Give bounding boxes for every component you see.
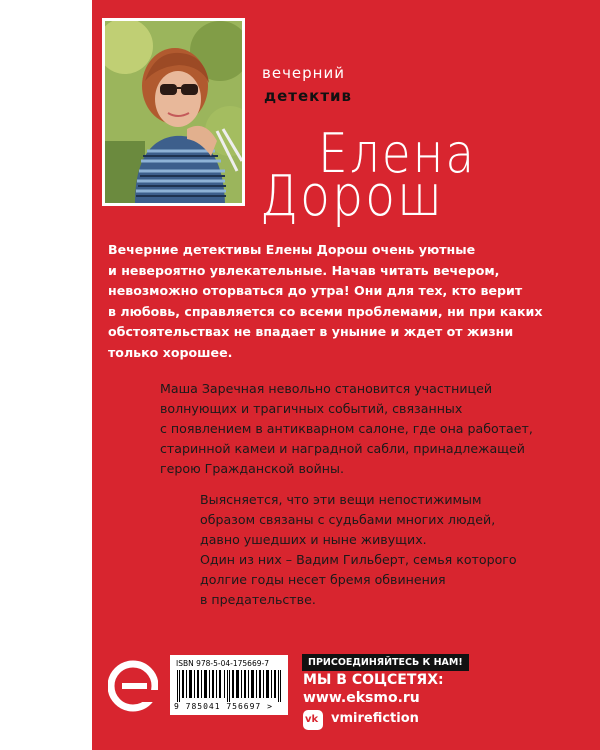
series-title-line2: детектив <box>264 87 353 105</box>
series-title-line1: вечерний <box>262 64 345 82</box>
intro-text <box>108 240 548 363</box>
synopsis-line: Один из них – Вадим Гильберт, семья которого <box>200 552 517 567</box>
synopsis-line: Выясняется, что эти вещи непостижимым <box>200 492 482 507</box>
synopsis-line: герою Гражданской войны. <box>160 461 344 476</box>
synopsis-line: Маша Заречная невольно становится участницей <box>160 381 493 396</box>
intro-line: только хорошее. <box>108 344 233 360</box>
intro-line: в любовь, справляется со всеми проблемами, ни при каких <box>108 303 543 319</box>
vk-link[interactable]: vmirefiction <box>331 711 419 726</box>
synopsis-line: волнующих и трагичных событий, связанных <box>160 401 463 416</box>
intro-line: обстоятельствах не впадает в уныние и ждет от жизни <box>108 324 514 339</box>
author-photo <box>102 18 245 206</box>
synopsis-line: с появлением в антикварном салоне, где она работает, <box>160 421 533 436</box>
synopsis-line: старинной камеи и наградной сабли, принадлежащей <box>160 441 525 456</box>
isbn-text: ISBN 978-5-04-175669-7 <box>176 659 269 668</box>
synopsis-line: давно ушедших и ныне живущих. <box>200 532 427 547</box>
synopsis-line: образом связаны с судьбами многих людей, <box>200 512 496 527</box>
intro-line: и невероятно увлекательные. Начав читать вечером, <box>108 262 500 278</box>
author-first-name: Елена <box>318 122 477 186</box>
synopsis-paragraph-2 <box>200 490 540 610</box>
synopsis-paragraph-1 <box>160 379 540 479</box>
barcode-number: 9 785041 756697 > <box>174 702 273 711</box>
social-heading: МЫ В СОЦСЕТЯХ: <box>303 672 444 688</box>
author-last-name: Дорош <box>260 163 445 229</box>
join-us-banner: ПРИСОЕДИНЯЙТЕСЬ К НАМ! <box>302 654 469 671</box>
synopsis-line: долгие годы несет бремя обвинения <box>200 572 446 587</box>
barcode <box>170 655 288 715</box>
website-link[interactable]: www.eksmo.ru <box>303 690 420 706</box>
barcode-bars <box>175 670 283 702</box>
intro-line: невозможно оторваться до утра! Они для тех, кто верит <box>108 283 523 298</box>
intro-line: Вечерние детективы Елены Дорош очень уютные <box>108 242 476 257</box>
publisher-logo-icon <box>108 660 158 712</box>
vk-icon: vk <box>303 710 323 730</box>
synopsis-line: в предательстве. <box>200 592 316 607</box>
